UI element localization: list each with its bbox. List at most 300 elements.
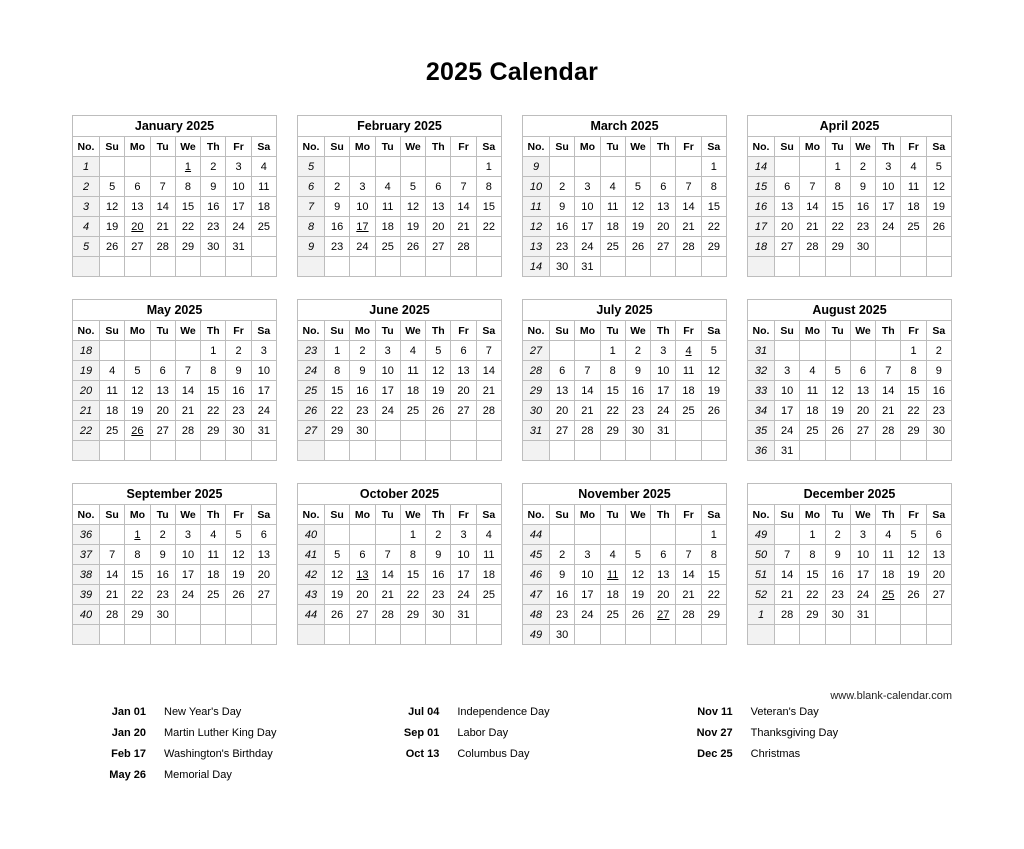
day-cell[interactable]: 17 bbox=[175, 565, 200, 585]
day-cell[interactable]: 8 bbox=[825, 177, 850, 197]
day-cell[interactable]: 27 bbox=[550, 421, 575, 441]
day-cell[interactable]: 28 bbox=[775, 605, 800, 625]
day-cell[interactable]: 21 bbox=[800, 217, 825, 237]
day-cell[interactable]: 29 bbox=[325, 421, 350, 441]
day-cell[interactable]: 18 bbox=[100, 401, 125, 421]
day-cell[interactable]: 6 bbox=[350, 545, 375, 565]
day-cell[interactable]: 25 bbox=[901, 217, 926, 237]
day-cell[interactable]: 12 bbox=[625, 565, 650, 585]
day-cell[interactable]: 13 bbox=[926, 545, 951, 565]
day-cell[interactable]: 28 bbox=[876, 421, 901, 441]
day-cell[interactable]: 26 bbox=[825, 421, 850, 441]
day-cell[interactable]: 12 bbox=[226, 545, 251, 565]
day-cell[interactable]: 11 bbox=[375, 197, 400, 217]
day-cell[interactable]: 25 bbox=[100, 421, 125, 441]
day-cell[interactable]: 8 bbox=[325, 361, 350, 381]
day-cell[interactable]: 15 bbox=[901, 381, 926, 401]
day-cell[interactable]: 4 bbox=[375, 177, 400, 197]
day-cell[interactable]: 6 bbox=[251, 525, 276, 545]
day-cell[interactable]: 2 bbox=[550, 177, 575, 197]
day-cell[interactable]: 11 bbox=[400, 361, 425, 381]
day-cell[interactable]: 6 bbox=[775, 177, 800, 197]
day-cell[interactable]: 27 bbox=[350, 605, 375, 625]
day-cell[interactable]: 9 bbox=[226, 361, 251, 381]
day-cell[interactable]: 4 bbox=[100, 361, 125, 381]
day-cell[interactable]: 30 bbox=[550, 625, 575, 645]
day-cell[interactable]: 1 bbox=[600, 341, 625, 361]
day-cell[interactable]: 16 bbox=[825, 565, 850, 585]
day-cell[interactable]: 14 bbox=[451, 197, 476, 217]
day-cell[interactable]: 19 bbox=[625, 217, 650, 237]
day-cell[interactable]: 11 bbox=[100, 381, 125, 401]
day-cell[interactable]: 8 bbox=[175, 177, 200, 197]
day-cell[interactable]: 19 bbox=[325, 585, 350, 605]
day-cell[interactable]: 18 bbox=[476, 565, 501, 585]
day-cell[interactable]: 7 bbox=[451, 177, 476, 197]
day-cell[interactable]: 25 bbox=[400, 401, 425, 421]
day-cell[interactable]: 29 bbox=[701, 237, 726, 257]
holiday-day-cell[interactable]: 11 bbox=[600, 565, 625, 585]
day-cell[interactable]: 21 bbox=[775, 585, 800, 605]
day-cell[interactable]: 13 bbox=[651, 565, 676, 585]
day-cell[interactable]: 14 bbox=[150, 197, 175, 217]
day-cell[interactable]: 28 bbox=[676, 237, 701, 257]
day-cell[interactable]: 12 bbox=[825, 381, 850, 401]
day-cell[interactable]: 2 bbox=[201, 157, 226, 177]
day-cell[interactable]: 5 bbox=[325, 545, 350, 565]
day-cell[interactable]: 4 bbox=[201, 525, 226, 545]
day-cell[interactable]: 15 bbox=[476, 197, 501, 217]
day-cell[interactable]: 23 bbox=[325, 237, 350, 257]
day-cell[interactable]: 14 bbox=[476, 361, 501, 381]
day-cell[interactable]: 24 bbox=[850, 585, 875, 605]
day-cell[interactable]: 14 bbox=[676, 197, 701, 217]
day-cell[interactable]: 1 bbox=[800, 525, 825, 545]
day-cell[interactable]: 30 bbox=[201, 237, 226, 257]
day-cell[interactable]: 28 bbox=[575, 421, 600, 441]
day-cell[interactable]: 26 bbox=[226, 585, 251, 605]
day-cell[interactable]: 25 bbox=[676, 401, 701, 421]
day-cell[interactable]: 7 bbox=[676, 177, 701, 197]
day-cell[interactable]: 25 bbox=[800, 421, 825, 441]
day-cell[interactable]: 18 bbox=[251, 197, 276, 217]
day-cell[interactable]: 2 bbox=[850, 157, 875, 177]
day-cell[interactable]: 7 bbox=[876, 361, 901, 381]
day-cell[interactable]: 10 bbox=[375, 361, 400, 381]
day-cell[interactable]: 1 bbox=[701, 525, 726, 545]
day-cell[interactable]: 26 bbox=[625, 605, 650, 625]
day-cell[interactable]: 9 bbox=[550, 565, 575, 585]
day-cell[interactable]: 10 bbox=[651, 361, 676, 381]
day-cell[interactable]: 16 bbox=[550, 585, 575, 605]
day-cell[interactable]: 29 bbox=[825, 237, 850, 257]
day-cell[interactable]: 11 bbox=[600, 197, 625, 217]
day-cell[interactable]: 24 bbox=[451, 585, 476, 605]
day-cell[interactable]: 12 bbox=[625, 197, 650, 217]
day-cell[interactable]: 9 bbox=[201, 177, 226, 197]
day-cell[interactable]: 1 bbox=[400, 525, 425, 545]
day-cell[interactable]: 28 bbox=[375, 605, 400, 625]
day-cell[interactable]: 3 bbox=[451, 525, 476, 545]
day-cell[interactable]: 10 bbox=[575, 197, 600, 217]
day-cell[interactable]: 16 bbox=[550, 217, 575, 237]
day-cell[interactable]: 28 bbox=[800, 237, 825, 257]
day-cell[interactable]: 13 bbox=[775, 197, 800, 217]
day-cell[interactable]: 25 bbox=[251, 217, 276, 237]
day-cell[interactable]: 11 bbox=[201, 545, 226, 565]
day-cell[interactable]: 6 bbox=[550, 361, 575, 381]
day-cell[interactable]: 8 bbox=[125, 545, 150, 565]
day-cell[interactable]: 22 bbox=[125, 585, 150, 605]
day-cell[interactable]: 26 bbox=[100, 237, 125, 257]
day-cell[interactable]: 7 bbox=[575, 361, 600, 381]
day-cell[interactable]: 2 bbox=[926, 341, 951, 361]
holiday-day-cell[interactable]: 17 bbox=[350, 217, 375, 237]
day-cell[interactable]: 5 bbox=[426, 341, 451, 361]
holiday-day-cell[interactable]: 20 bbox=[125, 217, 150, 237]
day-cell[interactable]: 4 bbox=[876, 525, 901, 545]
day-cell[interactable]: 21 bbox=[676, 217, 701, 237]
day-cell[interactable]: 10 bbox=[175, 545, 200, 565]
day-cell[interactable]: 3 bbox=[226, 157, 251, 177]
day-cell[interactable]: 31 bbox=[251, 421, 276, 441]
day-cell[interactable]: 19 bbox=[426, 381, 451, 401]
day-cell[interactable]: 22 bbox=[325, 401, 350, 421]
day-cell[interactable]: 5 bbox=[701, 341, 726, 361]
day-cell[interactable]: 18 bbox=[201, 565, 226, 585]
day-cell[interactable]: 7 bbox=[175, 361, 200, 381]
day-cell[interactable]: 23 bbox=[150, 585, 175, 605]
day-cell[interactable]: 6 bbox=[125, 177, 150, 197]
day-cell[interactable]: 4 bbox=[600, 545, 625, 565]
day-cell[interactable]: 2 bbox=[226, 341, 251, 361]
day-cell[interactable]: 26 bbox=[325, 605, 350, 625]
day-cell[interactable]: 18 bbox=[600, 217, 625, 237]
day-cell[interactable]: 27 bbox=[850, 421, 875, 441]
day-cell[interactable]: 1 bbox=[476, 157, 501, 177]
day-cell[interactable]: 6 bbox=[651, 545, 676, 565]
day-cell[interactable]: 31 bbox=[451, 605, 476, 625]
day-cell[interactable]: 2 bbox=[150, 525, 175, 545]
day-cell[interactable]: 5 bbox=[100, 177, 125, 197]
day-cell[interactable]: 8 bbox=[201, 361, 226, 381]
day-cell[interactable]: 11 bbox=[901, 177, 926, 197]
day-cell[interactable]: 5 bbox=[625, 545, 650, 565]
day-cell[interactable]: 30 bbox=[226, 421, 251, 441]
day-cell[interactable]: 30 bbox=[426, 605, 451, 625]
day-cell[interactable]: 4 bbox=[800, 361, 825, 381]
day-cell[interactable]: 31 bbox=[775, 441, 800, 461]
day-cell[interactable]: 25 bbox=[476, 585, 501, 605]
day-cell[interactable]: 27 bbox=[651, 237, 676, 257]
day-cell[interactable]: 3 bbox=[251, 341, 276, 361]
day-cell[interactable]: 12 bbox=[400, 197, 425, 217]
day-cell[interactable]: 8 bbox=[400, 545, 425, 565]
day-cell[interactable]: 2 bbox=[325, 177, 350, 197]
day-cell[interactable]: 19 bbox=[825, 401, 850, 421]
day-cell[interactable]: 19 bbox=[226, 565, 251, 585]
day-cell[interactable]: 6 bbox=[850, 361, 875, 381]
day-cell[interactable]: 27 bbox=[150, 421, 175, 441]
day-cell[interactable]: 16 bbox=[625, 381, 650, 401]
day-cell[interactable]: 1 bbox=[901, 341, 926, 361]
day-cell[interactable]: 21 bbox=[876, 401, 901, 421]
day-cell[interactable]: 15 bbox=[800, 565, 825, 585]
day-cell[interactable]: 10 bbox=[575, 565, 600, 585]
day-cell[interactable]: 25 bbox=[375, 237, 400, 257]
day-cell[interactable]: 4 bbox=[901, 157, 926, 177]
day-cell[interactable]: 27 bbox=[775, 237, 800, 257]
day-cell[interactable]: 9 bbox=[350, 361, 375, 381]
day-cell[interactable]: 11 bbox=[676, 361, 701, 381]
day-cell[interactable]: 14 bbox=[100, 565, 125, 585]
day-cell[interactable]: 21 bbox=[375, 585, 400, 605]
day-cell[interactable]: 23 bbox=[926, 401, 951, 421]
day-cell[interactable]: 8 bbox=[476, 177, 501, 197]
day-cell[interactable]: 26 bbox=[701, 401, 726, 421]
day-cell[interactable]: 8 bbox=[701, 545, 726, 565]
day-cell[interactable]: 21 bbox=[100, 585, 125, 605]
day-cell[interactable]: 2 bbox=[350, 341, 375, 361]
day-cell[interactable]: 10 bbox=[451, 545, 476, 565]
day-cell[interactable]: 9 bbox=[150, 545, 175, 565]
day-cell[interactable]: 20 bbox=[451, 381, 476, 401]
day-cell[interactable]: 23 bbox=[850, 217, 875, 237]
day-cell[interactable]: 27 bbox=[426, 237, 451, 257]
day-cell[interactable]: 20 bbox=[426, 217, 451, 237]
day-cell[interactable]: 16 bbox=[350, 381, 375, 401]
day-cell[interactable]: 20 bbox=[651, 217, 676, 237]
day-cell[interactable]: 29 bbox=[125, 605, 150, 625]
day-cell[interactable]: 12 bbox=[701, 361, 726, 381]
day-cell[interactable]: 31 bbox=[850, 605, 875, 625]
day-cell[interactable]: 13 bbox=[550, 381, 575, 401]
day-cell[interactable]: 14 bbox=[375, 565, 400, 585]
day-cell[interactable]: 24 bbox=[251, 401, 276, 421]
day-cell[interactable]: 1 bbox=[201, 341, 226, 361]
day-cell[interactable]: 7 bbox=[375, 545, 400, 565]
day-cell[interactable]: 29 bbox=[175, 237, 200, 257]
day-cell[interactable]: 29 bbox=[400, 605, 425, 625]
day-cell[interactable]: 31 bbox=[226, 237, 251, 257]
day-cell[interactable]: 15 bbox=[201, 381, 226, 401]
day-cell[interactable]: 22 bbox=[825, 217, 850, 237]
day-cell[interactable]: 15 bbox=[701, 565, 726, 585]
day-cell[interactable]: 10 bbox=[850, 545, 875, 565]
day-cell[interactable]: 20 bbox=[550, 401, 575, 421]
day-cell[interactable]: 17 bbox=[850, 565, 875, 585]
day-cell[interactable]: 21 bbox=[676, 585, 701, 605]
day-cell[interactable]: 13 bbox=[125, 197, 150, 217]
day-cell[interactable]: 13 bbox=[426, 197, 451, 217]
day-cell[interactable]: 13 bbox=[850, 381, 875, 401]
day-cell[interactable]: 9 bbox=[625, 361, 650, 381]
day-cell[interactable]: 21 bbox=[175, 401, 200, 421]
day-cell[interactable]: 14 bbox=[775, 565, 800, 585]
day-cell[interactable]: 12 bbox=[325, 565, 350, 585]
day-cell[interactable]: 29 bbox=[800, 605, 825, 625]
day-cell[interactable]: 9 bbox=[550, 197, 575, 217]
day-cell[interactable]: 5 bbox=[625, 177, 650, 197]
day-cell[interactable]: 18 bbox=[876, 565, 901, 585]
day-cell[interactable]: 27 bbox=[125, 237, 150, 257]
day-cell[interactable]: 9 bbox=[325, 197, 350, 217]
day-cell[interactable]: 12 bbox=[125, 381, 150, 401]
day-cell[interactable]: 18 bbox=[375, 217, 400, 237]
day-cell[interactable]: 30 bbox=[825, 605, 850, 625]
day-cell[interactable]: 22 bbox=[476, 217, 501, 237]
day-cell[interactable]: 10 bbox=[251, 361, 276, 381]
day-cell[interactable]: 17 bbox=[226, 197, 251, 217]
day-cell[interactable]: 23 bbox=[550, 605, 575, 625]
day-cell[interactable]: 7 bbox=[800, 177, 825, 197]
day-cell[interactable]: 26 bbox=[426, 401, 451, 421]
holiday-day-cell[interactable]: 27 bbox=[651, 605, 676, 625]
day-cell[interactable]: 28 bbox=[175, 421, 200, 441]
holiday-day-cell[interactable]: 4 bbox=[676, 341, 701, 361]
day-cell[interactable]: 4 bbox=[400, 341, 425, 361]
holiday-day-cell[interactable]: 1 bbox=[125, 525, 150, 545]
day-cell[interactable]: 26 bbox=[926, 217, 951, 237]
day-cell[interactable]: 13 bbox=[651, 197, 676, 217]
day-cell[interactable]: 6 bbox=[150, 361, 175, 381]
day-cell[interactable]: 28 bbox=[100, 605, 125, 625]
holiday-day-cell[interactable]: 25 bbox=[876, 585, 901, 605]
day-cell[interactable]: 9 bbox=[850, 177, 875, 197]
day-cell[interactable]: 21 bbox=[476, 381, 501, 401]
day-cell[interactable]: 17 bbox=[876, 197, 901, 217]
day-cell[interactable]: 24 bbox=[226, 217, 251, 237]
day-cell[interactable]: 16 bbox=[850, 197, 875, 217]
day-cell[interactable]: 17 bbox=[651, 381, 676, 401]
day-cell[interactable]: 24 bbox=[876, 217, 901, 237]
day-cell[interactable]: 2 bbox=[550, 545, 575, 565]
day-cell[interactable]: 24 bbox=[775, 421, 800, 441]
day-cell[interactable]: 3 bbox=[876, 157, 901, 177]
holiday-day-cell[interactable]: 26 bbox=[125, 421, 150, 441]
day-cell[interactable]: 5 bbox=[226, 525, 251, 545]
day-cell[interactable]: 22 bbox=[201, 401, 226, 421]
day-cell[interactable]: 29 bbox=[600, 421, 625, 441]
day-cell[interactable]: 23 bbox=[426, 585, 451, 605]
day-cell[interactable]: 23 bbox=[625, 401, 650, 421]
day-cell[interactable]: 19 bbox=[701, 381, 726, 401]
day-cell[interactable]: 19 bbox=[125, 401, 150, 421]
day-cell[interactable]: 15 bbox=[400, 565, 425, 585]
day-cell[interactable]: 5 bbox=[400, 177, 425, 197]
day-cell[interactable]: 18 bbox=[800, 401, 825, 421]
day-cell[interactable]: 15 bbox=[600, 381, 625, 401]
day-cell[interactable]: 20 bbox=[926, 565, 951, 585]
day-cell[interactable]: 4 bbox=[600, 177, 625, 197]
day-cell[interactable]: 30 bbox=[350, 421, 375, 441]
day-cell[interactable]: 19 bbox=[400, 217, 425, 237]
day-cell[interactable]: 10 bbox=[876, 177, 901, 197]
day-cell[interactable]: 22 bbox=[701, 217, 726, 237]
day-cell[interactable]: 18 bbox=[901, 197, 926, 217]
day-cell[interactable]: 21 bbox=[575, 401, 600, 421]
day-cell[interactable]: 2 bbox=[426, 525, 451, 545]
day-cell[interactable]: 25 bbox=[201, 585, 226, 605]
day-cell[interactable]: 7 bbox=[100, 545, 125, 565]
day-cell[interactable]: 8 bbox=[901, 361, 926, 381]
day-cell[interactable]: 23 bbox=[226, 401, 251, 421]
day-cell[interactable]: 21 bbox=[150, 217, 175, 237]
day-cell[interactable]: 17 bbox=[575, 217, 600, 237]
day-cell[interactable]: 9 bbox=[426, 545, 451, 565]
day-cell[interactable]: 13 bbox=[150, 381, 175, 401]
day-cell[interactable]: 20 bbox=[251, 565, 276, 585]
day-cell[interactable]: 26 bbox=[400, 237, 425, 257]
day-cell[interactable]: 18 bbox=[600, 585, 625, 605]
day-cell[interactable]: 3 bbox=[575, 545, 600, 565]
day-cell[interactable]: 30 bbox=[550, 257, 575, 277]
day-cell[interactable]: 8 bbox=[800, 545, 825, 565]
day-cell[interactable]: 3 bbox=[651, 341, 676, 361]
day-cell[interactable]: 13 bbox=[251, 545, 276, 565]
day-cell[interactable]: 5 bbox=[125, 361, 150, 381]
day-cell[interactable]: 19 bbox=[100, 217, 125, 237]
day-cell[interactable]: 22 bbox=[600, 401, 625, 421]
day-cell[interactable]: 3 bbox=[350, 177, 375, 197]
day-cell[interactable]: 29 bbox=[901, 421, 926, 441]
day-cell[interactable]: 15 bbox=[325, 381, 350, 401]
day-cell[interactable]: 14 bbox=[876, 381, 901, 401]
day-cell[interactable]: 10 bbox=[775, 381, 800, 401]
day-cell[interactable]: 24 bbox=[651, 401, 676, 421]
day-cell[interactable]: 4 bbox=[251, 157, 276, 177]
day-cell[interactable]: 28 bbox=[451, 237, 476, 257]
day-cell[interactable]: 7 bbox=[775, 545, 800, 565]
day-cell[interactable]: 3 bbox=[175, 525, 200, 545]
day-cell[interactable]: 7 bbox=[676, 545, 701, 565]
day-cell[interactable]: 15 bbox=[125, 565, 150, 585]
day-cell[interactable]: 17 bbox=[451, 565, 476, 585]
day-cell[interactable]: 23 bbox=[550, 237, 575, 257]
day-cell[interactable]: 3 bbox=[850, 525, 875, 545]
day-cell[interactable]: 15 bbox=[701, 197, 726, 217]
day-cell[interactable]: 11 bbox=[800, 381, 825, 401]
day-cell[interactable]: 11 bbox=[476, 545, 501, 565]
day-cell[interactable]: 20 bbox=[850, 401, 875, 421]
day-cell[interactable]: 14 bbox=[175, 381, 200, 401]
day-cell[interactable]: 4 bbox=[476, 525, 501, 545]
day-cell[interactable]: 6 bbox=[426, 177, 451, 197]
day-cell[interactable]: 5 bbox=[825, 361, 850, 381]
day-cell[interactable]: 28 bbox=[476, 401, 501, 421]
day-cell[interactable]: 26 bbox=[625, 237, 650, 257]
holiday-day-cell[interactable]: 13 bbox=[350, 565, 375, 585]
day-cell[interactable]: 22 bbox=[175, 217, 200, 237]
day-cell[interactable]: 22 bbox=[800, 585, 825, 605]
day-cell[interactable]: 29 bbox=[201, 421, 226, 441]
day-cell[interactable]: 16 bbox=[426, 565, 451, 585]
day-cell[interactable]: 30 bbox=[850, 237, 875, 257]
day-cell[interactable]: 1 bbox=[825, 157, 850, 177]
day-cell[interactable]: 2 bbox=[625, 341, 650, 361]
day-cell[interactable]: 14 bbox=[800, 197, 825, 217]
day-cell[interactable]: 19 bbox=[625, 585, 650, 605]
day-cell[interactable]: 3 bbox=[775, 361, 800, 381]
day-cell[interactable]: 26 bbox=[901, 585, 926, 605]
day-cell[interactable]: 17 bbox=[375, 381, 400, 401]
day-cell[interactable]: 22 bbox=[701, 585, 726, 605]
day-cell[interactable]: 12 bbox=[100, 197, 125, 217]
day-cell[interactable]: 17 bbox=[775, 401, 800, 421]
day-cell[interactable]: 20 bbox=[350, 585, 375, 605]
day-cell[interactable]: 14 bbox=[575, 381, 600, 401]
day-cell[interactable]: 14 bbox=[676, 565, 701, 585]
